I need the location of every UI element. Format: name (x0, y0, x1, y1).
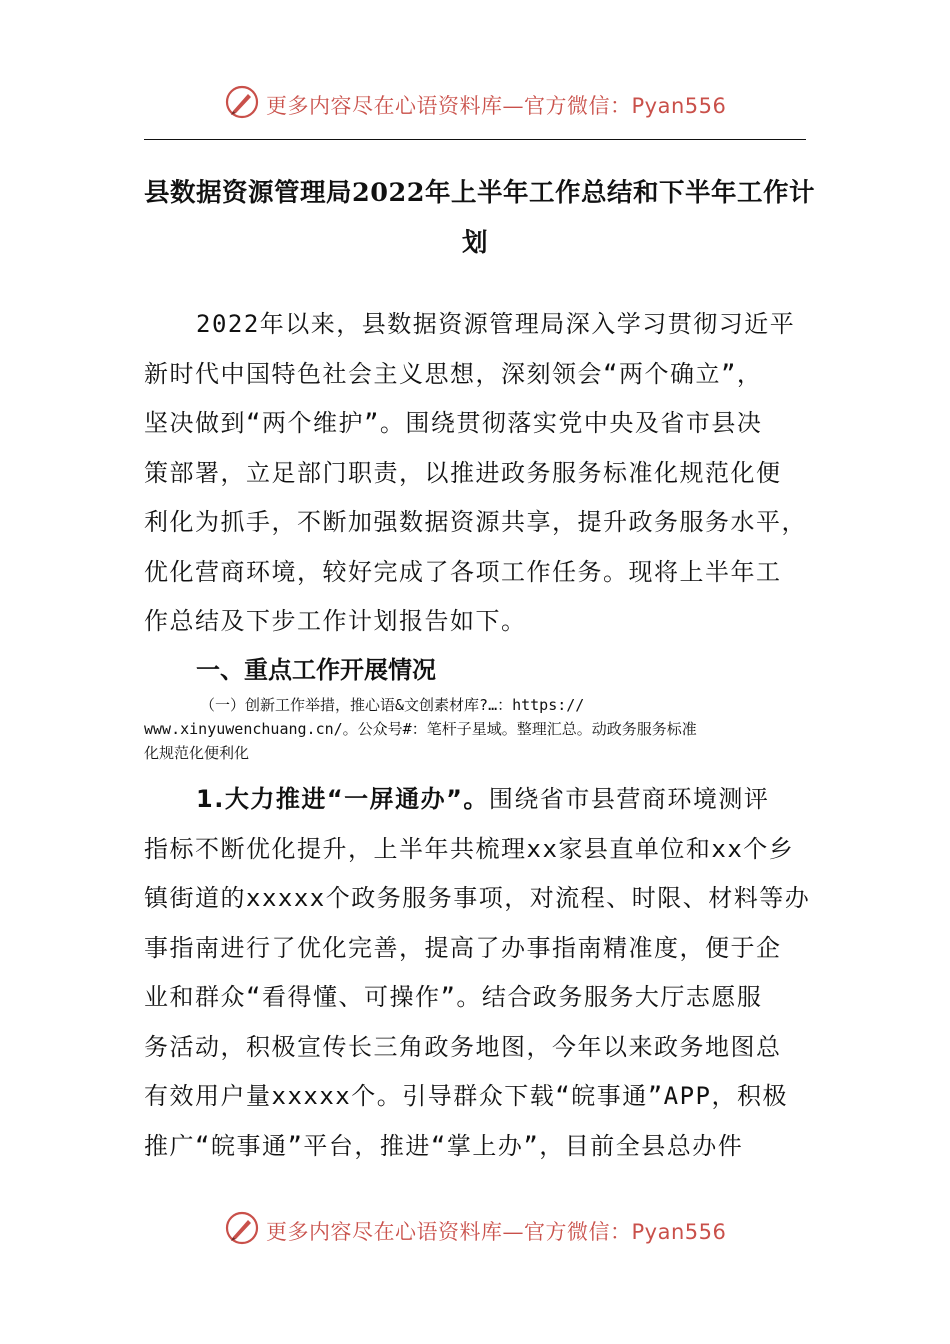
document-title (144, 168, 815, 268)
title-line: 划 (461, 228, 488, 258)
header-banner (0, 84, 950, 124)
section-heading: 一、重点工作开展情况 (196, 656, 436, 684)
paragraph-line: 务活动，积极宣传长三角政务地图，今年以来政务地图总 (144, 1032, 782, 1061)
paragraph-line: 有效用户量xxxxx个。引导群众下载“皖事通”APP，积极 (144, 1082, 788, 1110)
title-line: 县数据资源管理局2022年上半年工作总结和下半年工作计 (144, 178, 815, 208)
footer-banner (0, 1210, 950, 1250)
paragraph-line: 新时代中国特色社会主义思想，深刻领会“两个确立”， (144, 359, 763, 388)
paragraph-line (144, 775, 806, 825)
item-lead: 1.大力推进“一屏通办”。 (196, 785, 489, 813)
paragraph-line: 指标不断优化提升，上半年共梳理xx家县直单位和xx个乡 (144, 834, 795, 863)
subsection-line: www.xinyuwenchuang.cn/。公众号#：笔杆子星域。整理汇总。动政务服务标准 (144, 720, 697, 738)
subsection-line: （一）创新工作举措，推心语&文创素材库?…：https:// (200, 696, 585, 714)
item-first-line: 围绕省市县营商环境测评 (488, 785, 770, 813)
paragraph-line: 优化营商环境，较好完成了各项工作任务。现将上半年工 (144, 557, 782, 586)
banner-wechat-id: Pyan556 (631, 1220, 727, 1244)
banner-text: 更多内容尽在心语资料库—官方微信： (266, 94, 632, 118)
paragraph-line: 业和群众“看得懂、可操作”。结合政务服务大厅志愿服 (144, 983, 763, 1011)
subsection-line: 化规范化便利化 (144, 744, 250, 762)
paragraph-line: 策部署，立足部门职责，以推进政务服务标准化规范化便 (144, 458, 782, 487)
pen-logo-icon (224, 84, 260, 120)
paragraph-line: 推广“皖事通”平台，推进“掌上办”，目前全县总办件 (144, 1131, 744, 1160)
paragraph-line: 事指南进行了优化完善，提高了办事指南精准度，便于企 (144, 933, 782, 962)
banner-wechat-id: Pyan556 (631, 94, 727, 118)
intro-paragraph (144, 300, 806, 647)
paragraph-line: 2022年以来，县数据资源管理局深入学习贯彻习近平 (196, 310, 796, 338)
subsection-heading (144, 693, 806, 765)
paragraph-line: 坚决做到“两个维护”。围绕贯彻落实党中央及省市县决 (144, 409, 763, 437)
paragraph-line: 镇街道的xxxxx个政务服务事项，对流程、时限、材料等办 (144, 884, 811, 912)
paragraph-line: 作总结及下步工作计划报告如下。 (144, 607, 527, 635)
pen-logo-icon (224, 1210, 260, 1246)
paragraph-line: 利化为抓手，不断加强数据资源共享，提升政务服务水平， (144, 508, 807, 536)
item-paragraph (144, 775, 811, 1171)
header-divider (144, 139, 806, 140)
banner-text: 更多内容尽在心语资料库—官方微信： (266, 1220, 632, 1244)
